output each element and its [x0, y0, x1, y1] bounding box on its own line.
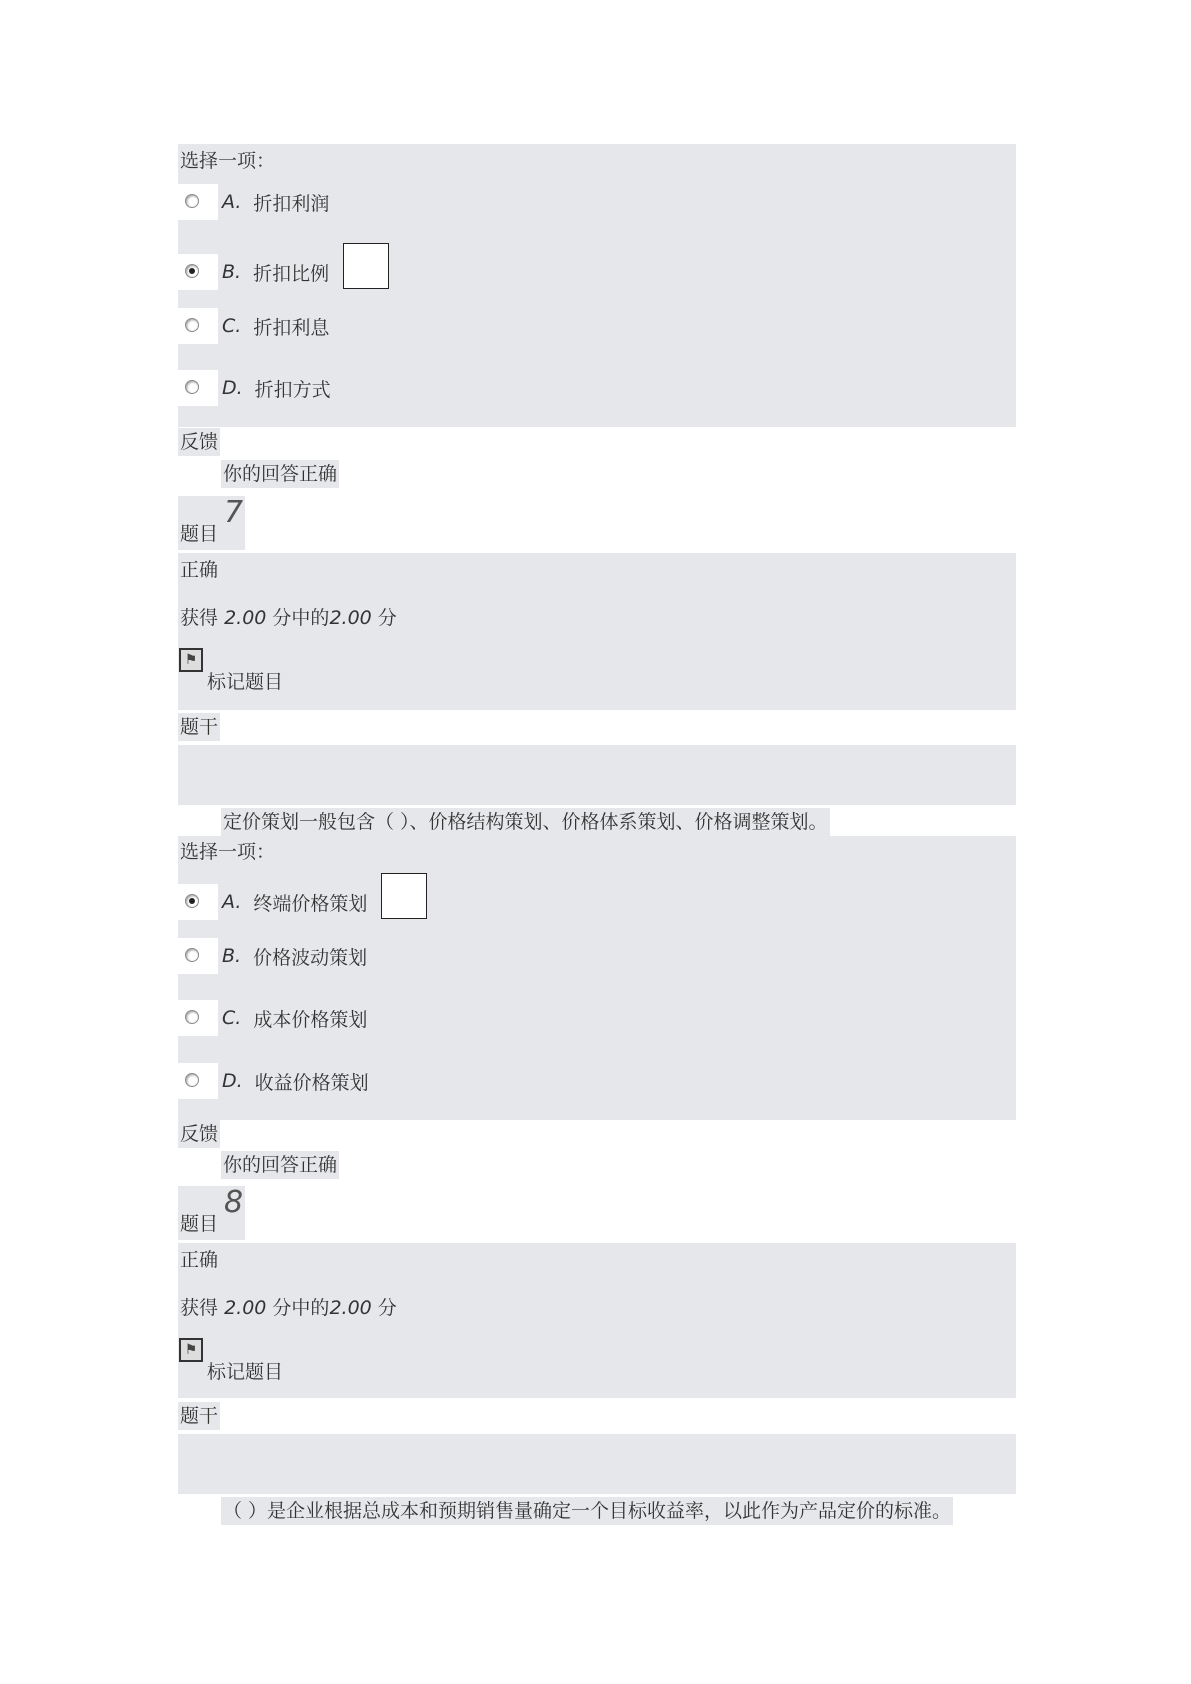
option-label: 收益价格策划	[254, 1071, 369, 1094]
radio-button[interactable]	[185, 1010, 199, 1024]
option-d[interactable]	[178, 1063, 369, 1099]
question-number: 7	[224, 495, 244, 530]
option-label: 成本价格策划	[253, 1008, 368, 1031]
option-letter: D.	[222, 1070, 243, 1092]
option-letter: A.	[222, 891, 242, 913]
question-status: 正确	[180, 559, 219, 581]
score-max: 2.00	[329, 1297, 372, 1319]
score-suffix: 分	[377, 607, 397, 629]
feedback-text: 你的回答正确	[221, 1151, 339, 1179]
radio-button[interactable]	[185, 1073, 199, 1087]
stem-label: 题干	[178, 713, 220, 741]
radio-button[interactable]	[185, 318, 199, 332]
option-letter: C.	[222, 315, 242, 337]
flag-icon[interactable]: ⚑	[179, 648, 203, 672]
question-status: 正确	[180, 1249, 219, 1271]
score-value: 2.00	[224, 607, 267, 629]
feedback-label: 反馈	[178, 1120, 220, 1148]
score-max: 2.00	[329, 607, 372, 629]
option-letter: B.	[222, 261, 242, 283]
flag-question-link[interactable]: 标记题目	[207, 1361, 284, 1383]
radio-button-selected[interactable]	[185, 894, 199, 908]
option-letter: C.	[222, 1007, 242, 1029]
choose-prompt: 选择一项：	[180, 841, 276, 863]
answer-mark-box	[343, 243, 389, 289]
option-label: 价格波动策划	[253, 946, 368, 969]
option-letter: D.	[222, 377, 243, 399]
score-middle: 分中的	[272, 607, 330, 629]
question-title	[178, 1186, 245, 1240]
stem-label: 题干	[178, 1402, 220, 1430]
radio-button[interactable]	[185, 948, 199, 962]
option-label: 终端价格策划	[253, 892, 368, 915]
score-value: 2.00	[224, 1297, 267, 1319]
info-panel-q7	[178, 553, 1016, 710]
option-label: 折扣比例	[253, 262, 330, 285]
question-number: 8	[224, 1185, 244, 1220]
option-a[interactable]	[178, 884, 427, 920]
option-letter: A.	[222, 191, 242, 213]
question-title-label: 题目	[180, 523, 219, 545]
choose-prompt: 选择一项：	[180, 150, 276, 172]
question-text: （ ）是企业根据总成本和预期销售量确定一个目标收益率，以此作为产品定价的标准。	[221, 1497, 953, 1525]
radio-button-selected[interactable]	[185, 264, 199, 278]
question-title-label: 题目	[180, 1213, 219, 1235]
question-score	[180, 1295, 397, 1321]
flag-question-link[interactable]: 标记题目	[207, 671, 284, 693]
option-label: 折扣方式	[254, 378, 331, 401]
option-label: 折扣利息	[253, 316, 330, 339]
score-middle: 分中的	[272, 1297, 330, 1319]
option-letter: B.	[222, 945, 242, 967]
answer-mark-box	[381, 873, 427, 919]
question-text: 定价策划一般包含（ ）、价格结构策划、价格体系策划、价格调整策划。	[221, 808, 830, 836]
option-a[interactable]	[178, 184, 329, 220]
radio-button[interactable]	[185, 380, 199, 394]
score-suffix: 分	[377, 1297, 397, 1319]
option-b[interactable]	[178, 938, 367, 974]
option-d[interactable]	[178, 370, 331, 406]
score-prefix: 获得	[180, 1297, 219, 1319]
option-c[interactable]	[178, 1000, 367, 1036]
radio-button[interactable]	[185, 194, 199, 208]
feedback-label: 反馈	[178, 428, 220, 456]
stem-panel-q8	[178, 1434, 1016, 1494]
flag-icon[interactable]: ⚑	[179, 1338, 203, 1362]
feedback-text: 你的回答正确	[221, 460, 339, 488]
score-prefix: 获得	[180, 607, 219, 629]
option-b[interactable]	[178, 254, 389, 290]
question-title	[178, 496, 245, 550]
stem-panel-q7	[178, 745, 1016, 805]
option-label: 折扣利润	[253, 192, 330, 215]
option-c[interactable]	[178, 308, 329, 344]
question-score	[180, 605, 397, 631]
